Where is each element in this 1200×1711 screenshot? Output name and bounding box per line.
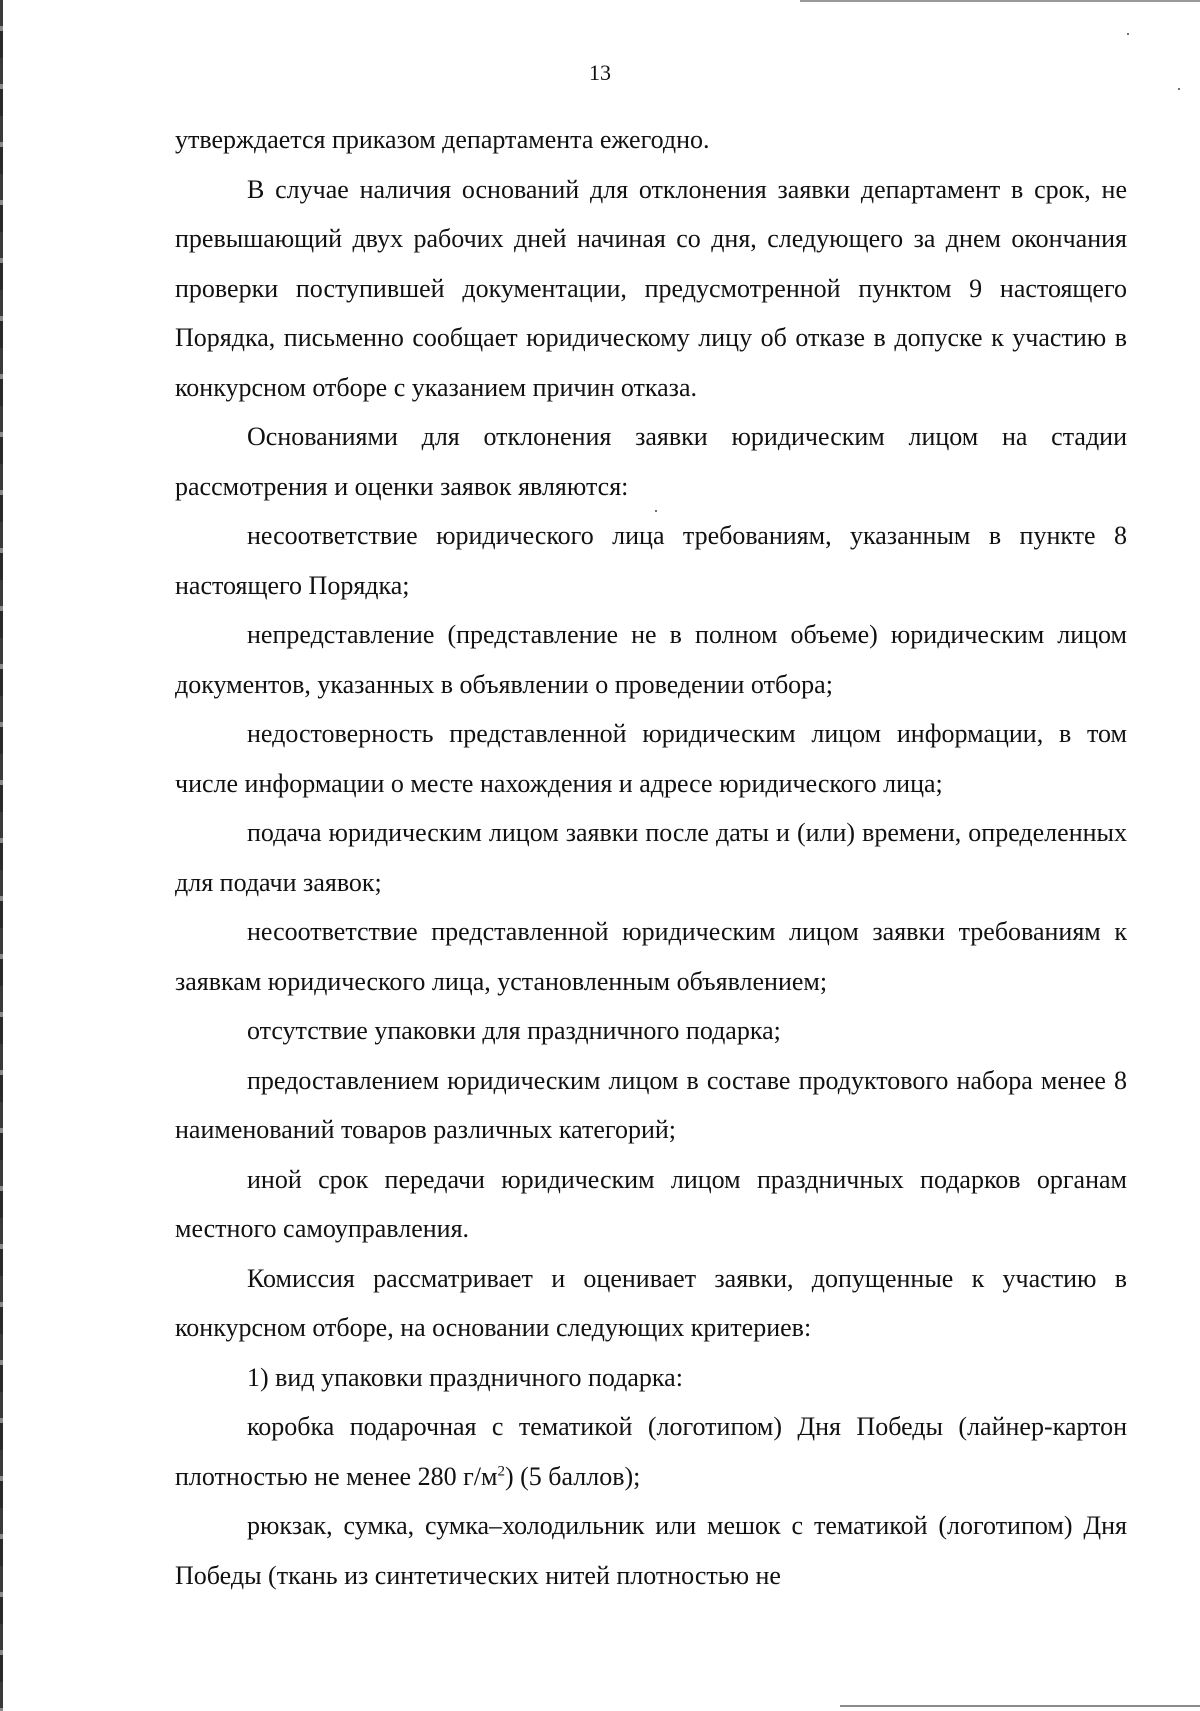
scan-border-left	[0, 0, 3, 1711]
paragraph: утверждается приказом департамента ежегодно.	[175, 125, 710, 154]
list-item: иной срок передачи юридическим лицом праздничных подарков органам местного самоуправления.	[175, 1164, 1127, 1243]
criterion-heading: 1) вид упаковки праздничного подарка:	[247, 1362, 683, 1392]
criterion-text: ) (5 баллов);	[504, 1461, 641, 1491]
scan-speck	[1178, 88, 1180, 90]
criterion-item	[175, 1402, 1127, 1501]
list-item: непредставление (представление не в полном объеме) юридическим лицом документов, указанных в объявлении о проведении отбора;	[175, 620, 1127, 699]
paragraph: Комиссия рассматривает и оценивает заявки, допущенные к участию в конкурсном отборе, на основании следующих критериев:	[175, 1263, 1127, 1342]
page-number: 13	[589, 60, 611, 85]
document-body	[175, 115, 1127, 1600]
scan-border-bottom	[840, 1705, 1200, 1707]
list-item: отсутствие упаковки для праздничного подарка;	[247, 1016, 781, 1045]
paragraph: Основаниями для отклонения заявки юридическим лицом на стадии рассмотрения и оценки заявок являются:	[175, 422, 1127, 501]
criterion-item: рюкзак, сумка, сумка–холодильник или мешок с тематикой (логотипом) Дня Победы (ткань из синтетических нитей плотностью не	[175, 1511, 1127, 1590]
list-item: недостоверность представленной юридическим лицом информации, в том числе информации о месте нахождения и адресе юридического лица;	[175, 719, 1127, 798]
superscript: 2	[497, 1462, 505, 1479]
list-item: несоответствие юридического лица требованиям, указанным в пункте 8 настоящего Порядка;	[175, 521, 1127, 600]
criterion-text: коробка подарочная с тематикой (логотипом) Дня Победы (лайнер-картон плотностью не менее 280 г/м	[175, 1412, 1127, 1491]
scan-speck	[1127, 33, 1129, 35]
list-item: несоответствие представленной юридическим лицом заявки требованиям к заявкам юридического лица, установленным объявлением;	[175, 917, 1127, 996]
scan-border-top	[800, 0, 1200, 2]
paragraph: В случае наличия оснований для отклонения заявки департамент в срок, не превышающий двух рабочих дней начиная со дня, следующего за днем окончания проверки поступившей документации, предусмотренной пунктом 9 настоящего Порядка, письменно сообщает юридическому лицу об отказе в допуске к участию в конкурсном отборе с указанием причин отказа.	[175, 174, 1127, 402]
list-item: предоставлением юридическим лицом в составе продуктового набора менее 8 наименований товаров различных категорий;	[175, 1065, 1127, 1144]
list-item: подача юридическим лицом заявки после даты и (или) времени, определенных для подачи заявок;	[175, 818, 1127, 897]
